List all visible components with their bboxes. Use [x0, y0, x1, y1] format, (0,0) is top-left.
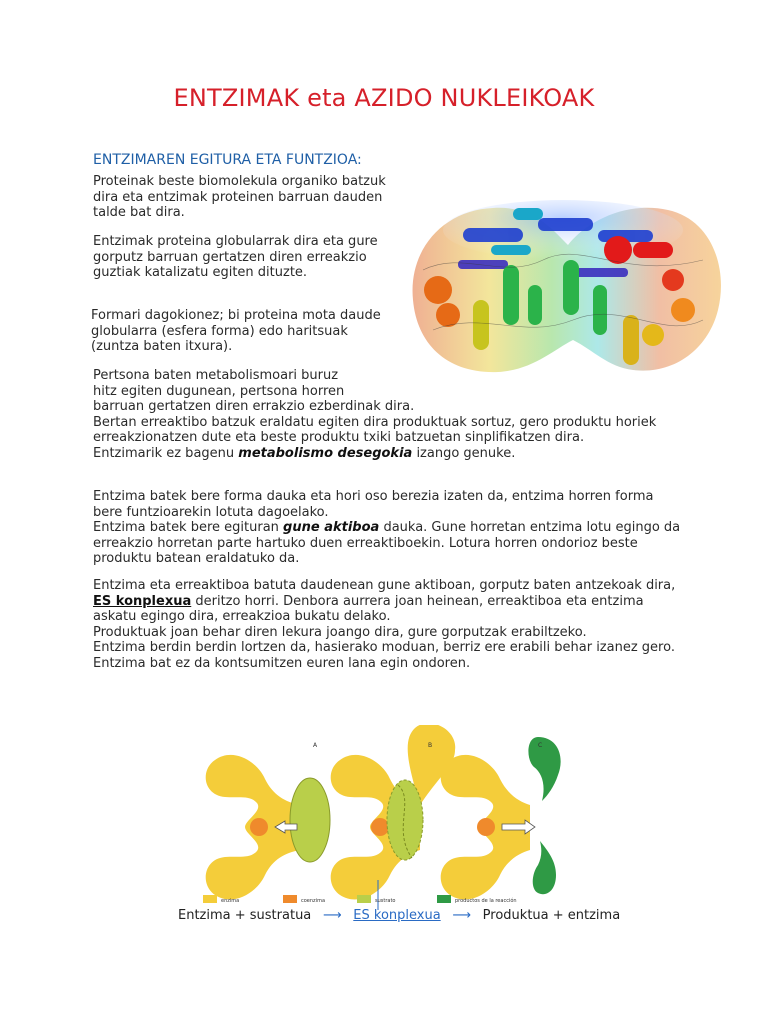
metabolism-line-1: Pertsona baten metabolismoari buruz — [93, 368, 339, 383]
panel-b — [331, 725, 456, 910]
es-complex-line2: Produktuak joan behar diren lekura joango dira, gure gorputzak erabiltzeko. — [93, 624, 587, 640]
caption-left: Entzima + sustratua — [178, 908, 312, 923]
metabolism-rest: Bertan erreaktibo batzuk eraldatu egiten dira produktuak sortuz, gero produktu horiek erreakzionatzen dute eta beste produktu txiki batzuetan sinplifikatzen dira. — [93, 414, 657, 445]
section-title: ENTZIMAREN EGITURA ETA FUNTZIOA: — [93, 152, 362, 168]
metabolism-line-2: hitz egiten dugunean, pertsona horren — [93, 383, 345, 399]
substrate — [290, 778, 330, 862]
paragraph-active-site — [93, 489, 683, 567]
es-complex-pre: Entzima eta erreaktiboa batuta daudenean gune aktiboan, gorputz baten antzekoak dira, — [93, 578, 676, 593]
es-complex-line3: Entzima berdin berdin lortzen da, hasierako moduan, berriz ere erabili behar izanez gero. — [93, 640, 675, 655]
metabolism-last-post: izango genuke. — [412, 445, 516, 461]
paragraph-proteins: Proteinak beste biomolekula organiko batzuk dira eta entzimak proteinen barruan dauden talde bat dira. — [93, 174, 386, 220]
product-top — [528, 737, 560, 801]
arrow-right-icon: ⟶ — [452, 908, 471, 923]
substrate — [387, 780, 423, 860]
legend-products: productos de la reacción — [455, 898, 517, 904]
enzyme-substrate-diagram — [195, 725, 580, 935]
active-site-post: dauka. Gune horretan entzima lotu egingo da erreakzio horretan parte hartuko duen erreaktiboekin. Lotura horren ondorioz beste produktu batean eraldatuko da. — [93, 520, 681, 566]
legend-enzyme: enzima — [221, 898, 240, 904]
metabolism-last-pre: Entzimarik ez bagenu — [93, 445, 239, 461]
active-site-part1: Entzima batek bere forma dauka eta hori oso berezia izaten da, entzima horren forma bere funtzioarekin lotuta dagoelako. — [93, 489, 654, 520]
panel-a — [206, 742, 330, 899]
metabolism-line-3: barruan gertatzen diren errakzio ezberdinak dira. — [93, 399, 415, 414]
active-site-bold-term: gune aktiboa — [283, 520, 380, 535]
metabolism-bold-term: metabolismo desegokia — [238, 445, 413, 461]
diagram-caption — [178, 908, 620, 923]
panel-letter-b: B — [428, 742, 433, 749]
coenzyme — [371, 818, 389, 836]
es-complex-line4: Entzima bat ez da kontsumitzen euren lana egin ondoren. — [93, 655, 471, 671]
paragraph-shape: Formari dagokionez; bi proteina mota daude globularra (esfera forma) edo haritsuak (zuntza baten itxura). — [91, 308, 381, 354]
coenzyme — [250, 818, 268, 836]
coenzyme — [477, 818, 495, 836]
protein-structure-image — [403, 190, 728, 382]
legend-coenzyme: coenzima — [301, 898, 326, 904]
panel-letter-c: C — [538, 742, 543, 749]
es-complex-term: ES konplexua — [93, 593, 192, 609]
caption-es-complex-link[interactable]: ES konplexua — [353, 908, 441, 923]
arrow-right-icon: ⟶ — [322, 908, 342, 923]
product-bottom — [533, 841, 556, 894]
panel-letter-a: A — [313, 742, 318, 749]
paragraph-globular: Entzimak proteina globularrak dira eta gure gorputz barruan gertatzen diren erreakzio guztiak katalizatu egiten dituzte. — [93, 234, 378, 280]
active-site-pre: Entzima batek bere egituran — [93, 520, 284, 535]
page-title: ENTZIMAK eta AZIDO NUKLEIKOAK — [173, 84, 595, 112]
legend-substrate: sustrato — [375, 898, 396, 904]
panel-c — [441, 737, 561, 899]
caption-right: Produktua + entzima — [482, 908, 621, 923]
es-complex-post: deritzo horri. Denbora aurrera joan heinean, erreaktiboa eta entzima askatu egingo dira, erreakzioa bukatu delako. — [93, 593, 644, 624]
paragraph-es-complex — [93, 578, 683, 671]
